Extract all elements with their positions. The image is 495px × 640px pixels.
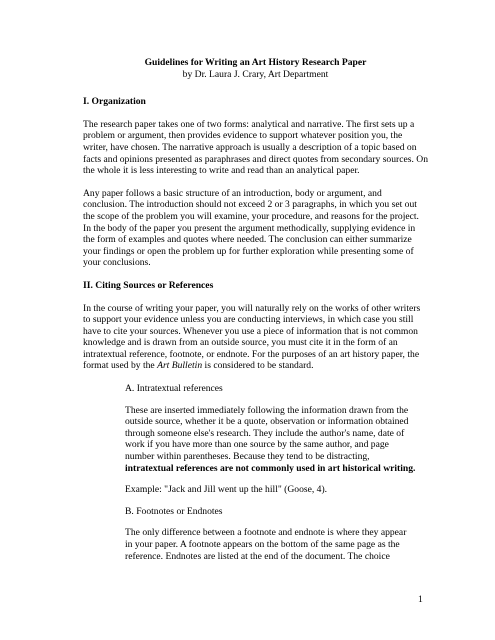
paragraph-organization-2: Any paper follows a basic structure of an introduction, body or argument, and conclusion. The introduction should not exceed 2 or 3 paragraphs, in which you set out the scope of the problem you will examine, your procedure, and reasons for the project. In the body of the paper you present the argument methodically, supplying evidence in the form of examples and quotes where needed. The conclusion can either summarize your findings or open the problem up for further exploration while presenting some of your conclusions. <box>83 187 419 269</box>
document-title: Guidelines for Writing an Art History Research Paper <box>144 57 367 68</box>
section-heading-citing: II. Citing Sources or References <box>83 279 214 291</box>
document-author: by Dr. Laura J. Crary, Art Department <box>182 68 329 80</box>
paragraph-intratextual-bold: intratextual references are not commonly used in art historical writing. <box>125 462 416 474</box>
subsection-heading-intratextual: A. Intratextual references <box>125 383 223 395</box>
paragraph-citing-1-end: is considered to be standard. <box>202 360 314 372</box>
page-number: 1 <box>418 594 423 605</box>
paragraph-citing-1-start: In the course of writing your paper, you will naturally rely on the works of other writers to support your evidence unless you are conducting interviews, in which case you still have to cite your sources. Whenever you use a piece of information that is not common knowledge and is drawn from an outside source, you must cite it in the form of an intratextual reference, footnote, or endnote. For the purposes of an art history paper, the format used by the <box>83 302 421 372</box>
paragraph-citing-1 <box>83 303 428 373</box>
journal-title-art-bulletin: Art Bulletin <box>157 360 203 372</box>
paragraph-organization-1: The research paper takes one of two forms: analytical and narrative. The first sets up a problem or argument, then provides evidence to support whatever position you, the writer, have chosen. The narrative approach is usually a description of a topic based on facts and opinions presented as paraphrases and direct quotes from secondary sources. On the whole it is less interesting to write and read than an analytical paper. <box>83 118 428 177</box>
subsection-heading-footnotes: B. Footnotes or Endnotes <box>125 505 223 517</box>
paragraph-intratextual-text: These are inserted immediately following the information drawn from the outside source, whether it be a quote, observation or information obtained through someone else's research. They include the author's name, date of work if you have more than one source by the same author, and page number within parentheses. Because they tend to be distracting, <box>125 404 409 463</box>
paragraph-footnotes: The only difference between a footnote and endnote is where they appear in your paper. A footnote appears on the bottom of the same page as the reference. Endnotes are listed at the end of the document. The choice <box>125 527 407 562</box>
example-citation: Example: "Jack and Jill went up the hill" (Goose, 4). <box>125 484 328 496</box>
paragraph-intratextual <box>125 405 416 475</box>
section-heading-organization: I. Organization <box>83 96 146 108</box>
document-body <box>83 57 428 572</box>
